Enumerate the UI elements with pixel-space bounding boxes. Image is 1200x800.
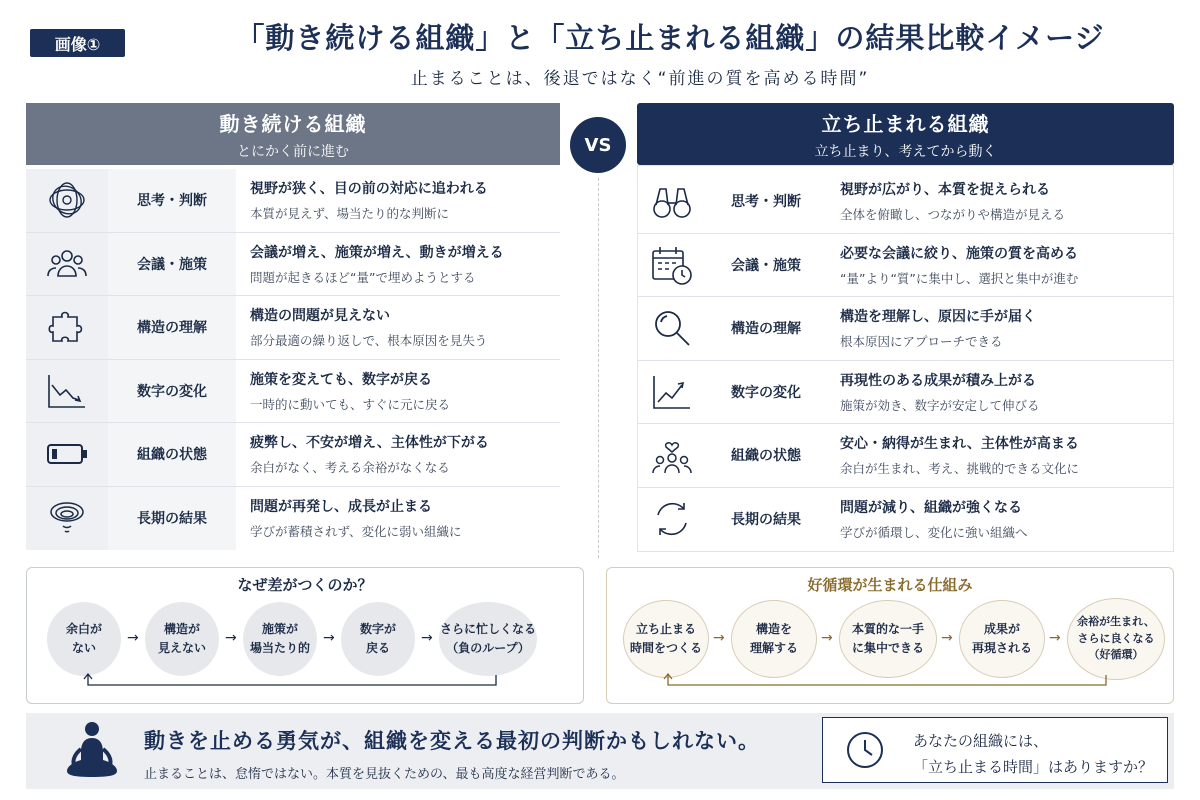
table-row xyxy=(26,423,560,487)
row-main-text: 問題が再発し、成長が止まる xyxy=(250,499,432,516)
good-cycle-flow xyxy=(607,604,1173,674)
table-row xyxy=(638,361,1173,425)
table-row xyxy=(26,487,560,551)
loop-back-arrow xyxy=(662,673,1112,689)
row-main-text: 会議が増え、施策が増え、動きが増える xyxy=(250,244,504,261)
binoculars-icon xyxy=(638,170,706,233)
calendar-clock-icon xyxy=(638,234,706,297)
right-comparison-table xyxy=(637,165,1174,552)
right-heading: 立ち止まれる組織 xyxy=(821,111,990,136)
row-category: 長期の結果 xyxy=(108,487,236,551)
puzzle-icon xyxy=(26,296,108,359)
footer-banner xyxy=(26,713,1174,789)
row-main-text: 問題が減り、組織が強くなる xyxy=(840,500,1022,517)
left-subheading: とにかく前に進む xyxy=(237,143,349,160)
negative-loop-flow xyxy=(27,604,583,674)
footer-sub-text: 止まることは、怠惰ではない。本質を見抜くための、最も高度な経営判断である。 xyxy=(144,767,625,782)
low-battery-icon xyxy=(26,423,108,486)
arrow-right-icon: → xyxy=(1049,630,1061,646)
row-detail-text: 余白が生まれ、考え、挑戦的できる文化に xyxy=(840,461,1080,477)
footer-main-text: 動きを止める勇気が、組織を変える最初の判断かもしれない。 xyxy=(144,729,760,753)
vs-badge: VS xyxy=(570,117,626,173)
row-category: 思考・判断 xyxy=(108,169,236,232)
row-main-text: 必要な会議に絞り、施策の質を高める xyxy=(840,245,1078,262)
row-category: 会議・施策 xyxy=(108,233,236,296)
row-category: 構造の理解 xyxy=(108,296,236,359)
flow-node: 立ち止まる 時間をつくる xyxy=(623,600,709,678)
row-category: 思考・判断 xyxy=(706,170,826,233)
right-subheading: 立ち止まり、考えてから動く xyxy=(814,143,997,160)
arrow-right-icon: → xyxy=(323,630,335,646)
left-comparison-table xyxy=(26,169,560,550)
question-box xyxy=(822,717,1168,783)
why-diff-title: なぜ差がつくのか？ xyxy=(237,576,373,594)
row-detail-text: 部分最適の繰り返しで、根本原因を見失う xyxy=(250,333,488,349)
row-category: 構造の理解 xyxy=(706,297,826,360)
row-main-text: 安心・納得が生まれ、主体性が高まる xyxy=(840,436,1079,453)
table-row xyxy=(26,360,560,424)
table-row xyxy=(638,488,1173,552)
chart-up-icon xyxy=(638,361,706,424)
row-main-text: 視野が狭く、目の前の対応に追われる xyxy=(250,181,488,198)
meditating-person-icon xyxy=(62,719,122,783)
page-title: 「動き続ける組織」と「立ち止まれる組織」の結果比較イメージ xyxy=(235,21,1105,55)
clock-icon xyxy=(845,730,885,770)
row-main-text: 構造の問題が見えない xyxy=(250,308,390,325)
table-row xyxy=(26,296,560,360)
row-main-text: 視野が広がり、本質を捉えられる xyxy=(840,182,1050,199)
magnifier-icon xyxy=(638,297,706,360)
row-detail-text: 全体を俯瞰し、つながりや構造が見える xyxy=(840,207,1066,223)
table-row xyxy=(638,234,1173,298)
arrow-right-icon: → xyxy=(127,630,139,646)
tornado-icon xyxy=(26,487,108,551)
left-heading: 動き続ける組織 xyxy=(219,111,367,136)
arrow-right-icon: → xyxy=(941,630,953,646)
row-detail-text: 施策が効き、数字が安定して伸びる xyxy=(840,397,1040,413)
row-category: 組織の状態 xyxy=(706,424,826,487)
arrow-right-icon: → xyxy=(421,630,433,646)
flow-node: 成果が 再現される xyxy=(959,600,1045,678)
cycle-icon xyxy=(638,488,706,552)
row-category: 会議・施策 xyxy=(706,234,826,297)
row-detail-text: “量”より“質”に集中し、選択と集中が進む xyxy=(840,270,1079,286)
flow-node: 余白が ない xyxy=(47,602,121,676)
table-row xyxy=(638,297,1173,361)
flow-node: 本質的な一手 に集中できる xyxy=(839,600,937,678)
arrow-right-icon: → xyxy=(225,630,237,646)
table-row xyxy=(638,170,1173,234)
row-detail-text: 根本原因にアプローチできる xyxy=(840,334,1003,350)
left-column-header xyxy=(26,103,560,165)
flow-node: さらに忙しくなる （負のループ） xyxy=(439,602,537,676)
page-subtitle: 止まることは、後退ではなく“前進の質を高める時間” xyxy=(410,69,870,89)
row-category: 数字の変化 xyxy=(108,360,236,423)
loop-back-arrow xyxy=(82,673,502,689)
question-line-1: あなたの組織には、 xyxy=(913,732,1049,750)
row-main-text: 再現性のある成果が積み上がる xyxy=(840,372,1036,389)
why-diff-box xyxy=(26,567,584,704)
flow-node: 数字が 戻る xyxy=(341,602,415,676)
group-icon xyxy=(26,233,108,296)
group-heart-icon xyxy=(638,424,706,487)
arrow-right-icon: → xyxy=(713,630,725,646)
row-detail-text: 学びが循環し、変化に強い組織へ xyxy=(840,525,1028,541)
table-row xyxy=(26,233,560,297)
table-row xyxy=(638,424,1173,488)
row-category: 数字の変化 xyxy=(706,361,826,424)
good-cycle-box xyxy=(606,567,1174,704)
row-main-text: 疲弊し、不安が増え、主体性が下がる xyxy=(250,435,489,452)
row-category: 長期の結果 xyxy=(706,488,826,552)
scribble-circle-icon xyxy=(26,169,108,232)
flow-node: 施策が 場当たり的 xyxy=(243,602,317,676)
row-detail-text: 問題が起きるほど“量”で埋めようとする xyxy=(250,269,476,285)
row-detail-text: 余白がなく、考える余裕がなくなる xyxy=(250,460,450,476)
image-badge: 画像① xyxy=(30,29,125,57)
row-detail-text: 学びが蓄積されず、変化に弱い組織に xyxy=(250,524,462,540)
flow-node: 構造を 理解する xyxy=(731,600,817,678)
arrow-right-icon: → xyxy=(821,630,833,646)
row-detail-text: 一時的に動いても、すぐに元に戻る xyxy=(250,396,451,412)
row-detail-text: 本質が見えず、場当たり的な判断に xyxy=(250,206,450,222)
center-divider xyxy=(598,178,599,558)
row-category: 組織の状態 xyxy=(108,423,236,486)
row-main-text: 構造を理解し、原因に手が届く xyxy=(840,309,1036,326)
chart-down-icon xyxy=(26,360,108,423)
good-cycle-title: 好循環が生まれる仕組み xyxy=(807,576,973,594)
row-main-text: 施策を変えても、数字が戻る xyxy=(250,371,432,388)
right-column-header xyxy=(637,103,1174,165)
question-line-2: 「立ち止まる時間」はありますか？ xyxy=(913,758,1154,776)
flow-node: 余裕が生まれ、 さらに良くなる （好循環） xyxy=(1067,598,1165,680)
flow-node: 構造が 見えない xyxy=(145,602,219,676)
table-row xyxy=(26,169,560,233)
